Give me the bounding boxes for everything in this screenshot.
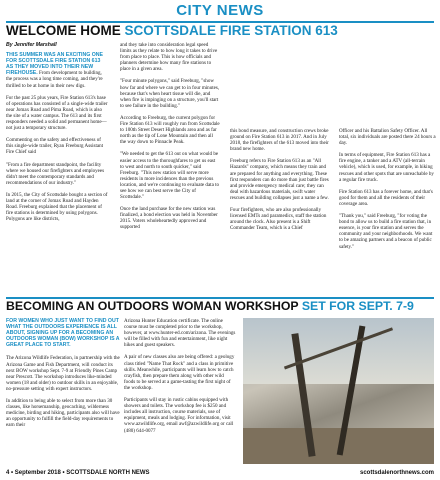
article1-headline-main: WELCOME HOME [6, 23, 125, 38]
article1-paragraph: Officer and his Battalion Safety Officer. All total, six individuals are posted there 24 hours a day. [339, 128, 436, 147]
article2-headline [6, 299, 436, 313]
article1-paragraph: "Thank you," said Freeburg, "for voting the bond to allow us to build a fire station that, in essence, is your fire station and serves the community and your neighborhoods. We want to be amazing partners and a beacon of public safety." [339, 213, 433, 250]
article2-headline-main: BECOMING AN OUTDOORS WOMAN WORKSHOP [6, 299, 302, 313]
article1-paragraph: Four firefighters, who are also professionally licensed EMTs and paramedics, staff the station around the clock. Also present is a Shift Commander Team, which is a Chief [230, 207, 327, 232]
article1-column-4 [339, 128, 437, 256]
article1-column-1 [6, 42, 108, 228]
article2-paragraph: In addition to being able to select from more than 30 classes, like horsemanship, geocaching, wilderness medicine, birding and hiking, participants also will have an opportunity to fulfill the field-day requirements to earn their [6, 398, 120, 429]
outdoor-tree-photo [243, 318, 434, 464]
article1-headline [6, 23, 436, 38]
article2-paragraph: Participants will stay in rustic cabins equipped with showers and toilets. The workshop fee is $250 and includes all instruction, course materials, use of equipment, meals and lodging. For information, visit www.azwildlife.org, email awf@azwildlife.org or call (480) 644-0077 [124, 397, 234, 434]
article1-headline-accent: SCOTTSDALE FIRE STATION 613 [124, 23, 338, 38]
article1-paragraph: Commenting on the safety and effectiveness of this single-wide trailer, Ryan Freeburg Assistant Fire Chief said [6, 137, 104, 156]
article2-headline-accent: SET FOR SEPT. 7-9 [301, 299, 414, 313]
article1-byline: By Jennifer Marshall [6, 42, 57, 48]
article1-paragraph: In 2015, the City of Scottsdale bought a section of land at the corner of Jomax Road and Hayden Road. Freeburg explained that the placement of fire stations is determined by using polygons. Polygons are like districts, [6, 191, 108, 223]
section-title: CITY NEWS [176, 2, 264, 19]
article2-paragraph: The Arizona Wildlife Federation, in partnership with the Arizona Game and Fish Department, will conduct its next BOW workshop Sept. 7-9 at Friendly Pines Camp near Prescott. The workshop introduces like-minded women (18 and older) to outdoor skills in an enjoyable, no-pressure setting with expert instructors. [6, 355, 120, 392]
photo-sky [243, 318, 434, 384]
article1-intro-rest: From development to building, the process was a long time coming, and they're thrilled to be at home in their new digs. [6, 70, 103, 89]
footer-website: scottsdalenorthnews.com [359, 470, 434, 476]
article1-paragraph: Freeburg refers to Fire Station 613 as an "All Hazards" company, which means they train and are prepared for anything and everything. These first responders can do more than just battle fires and provide emergency medical care; they can deal with hazardous materials, swift water rescues and building collapses just a name a few. [230, 158, 329, 201]
article2-intro: FOR WOMEN WHO JUST WANT TO FIND OUT WHAT THE OUTDOORS EXPERIENCE IS ALL ABOUT, SIGNING UP FOR A BECOMING AN OUTDOORS WOMAN (BOW) WORKSHOP IS A GREAT PLACE TO START. [6, 318, 120, 349]
article2-column-1 [6, 318, 120, 435]
article1-paragraph: Once the land purchase for the new station was finalized, a bond election was held in November 2015. Voters wholeheartedly approved and supported [120, 206, 218, 231]
article1-intro: THIS SUMMER WAS AN EXCITING ONE FOR SCOTTSDALE FIRE STATION 613 AS THEY MOVED INTO THEIR NEW FIREHOUSE. [6, 52, 103, 77]
article1-paragraph: this bond measure, and construction crews broke ground on Fire Station 613 in 2017. And in July 2018, the firefighters of the 613 moved into their brand new home. [230, 128, 329, 153]
article1-paragraph: "We needed to get the 613 out on what would be easier access to the thoroughfares to get us east to west and north to south quicker," said Freeburg. "This new station will serve more residents in more incidences than the previous location, and we're continuing to evaluate data to see how we can best serve the City of Scottsdale." [120, 151, 220, 201]
article1-column-3 [230, 128, 330, 237]
article2-column-2 [124, 318, 236, 440]
footer-page-info: 4 • September 2018 • SCOTTSDALE NORTH NEWS [6, 470, 150, 476]
article1-paragraph: Fire Station 613 has a forever home, and that's good for them and all the residents of their coverage area. [339, 188, 433, 207]
article2-paragraph: Arizona Hunter Education certificate. The online course must be completed prior to the workshop, however, at www.hunter-ed.com/arizona. The evenings will be filled with fun and entertainment, like night hikes and guest speakers. [124, 318, 236, 349]
article1-paragraph: In terms of equipment, Fire Station 613 has a fire engine, a tanker and a ATV (all-terrain vehicle), which is used, for example, in hiking rescues and other spots that are unreachable by a regular fire truck. [339, 152, 434, 183]
article1-paragraph: For the past 25 plus years, Fire Station 613's base of operations has consisted of a single-wide trailer near Jomax Road and Pima Road, which is also the site of a water campus. The 613 and its first responders needed a solid and permanent home—not just a temporary structure. [6, 94, 108, 132]
article2-paragraph: A pair of new classes also are being offered: a geology class titled "Name That Rock" and a class in primitive skills. Meanwhile, participants will learn how to catch crayfish, then prepare them along with other wild foods to be served at a game-tasting the first night of the workshop. [124, 354, 235, 391]
article1-paragraph: "Four minute polygons," said Freeburg, "show how far and where we can get to in four minutes, because that's when heart tissue will die, and when fire is impinging on a structure, you'll start to see failure in the building." [120, 78, 220, 109]
article1-paragraph: "From a fire department standpoint, the facility where we housed our firefighters and employees didn't meet the contemporary standards and recommendations of our industry." [6, 161, 105, 186]
page-footer [0, 467, 440, 480]
article1-paragraph: According to Freeburg, the current polygon for Fire Station 613 will roughly run from Scottsdale to 100th Street Desert Highlands area and as far north as the tip of Lone Mountain and then all the way down to Pinnacle Peak. [120, 114, 220, 146]
article1-paragraph: and they take into consideration legal speed limits as they relate to how long it takes to drive from place to place. This is how officials and planners determine how many fire stations to place in a given area. [120, 42, 218, 73]
article1-column-2 [120, 42, 220, 237]
